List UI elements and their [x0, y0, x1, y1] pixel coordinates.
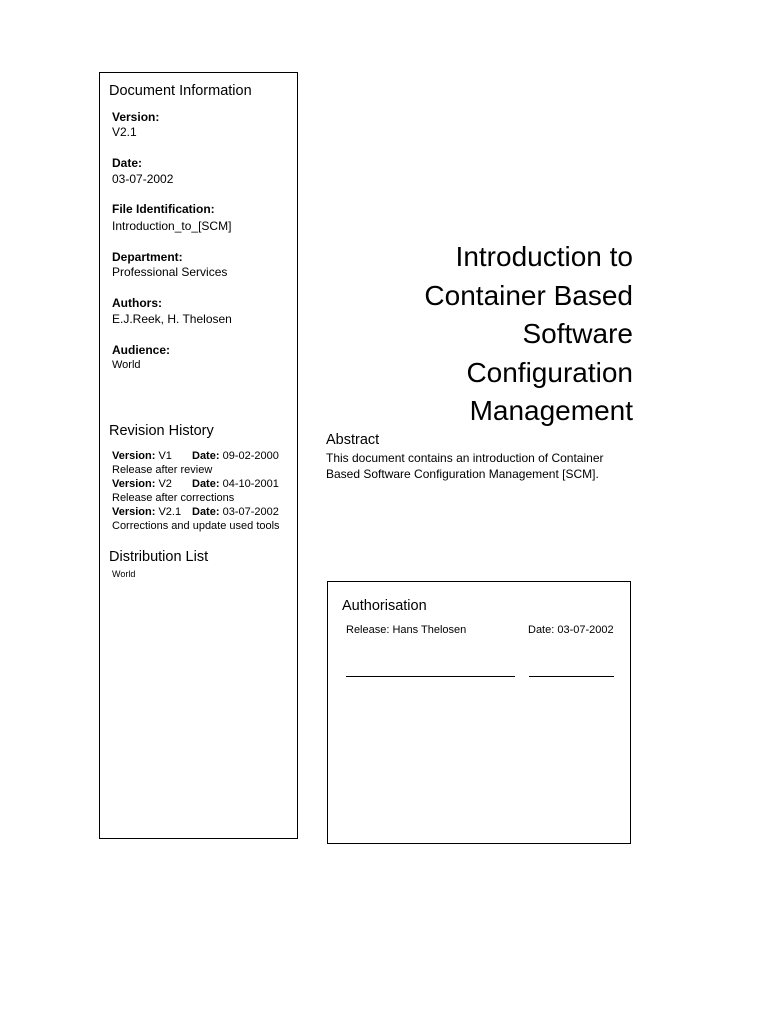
revision-version: V2.1: [158, 506, 182, 518]
date-label: Date:: [112, 156, 143, 170]
revision-entry-2: [112, 478, 279, 490]
title-line: Configuration: [466, 356, 633, 388]
revision-version-label: Version:: [112, 450, 156, 462]
revision-entry-1: [112, 450, 279, 462]
revision-date: 04-10-2001: [222, 478, 279, 490]
revision-note-3: Corrections and update used tools: [112, 520, 280, 532]
document-title: [333, 238, 633, 431]
version-value: V2.1: [112, 125, 137, 139]
revision-note-1: Release after review: [112, 464, 213, 476]
document-information-box: [99, 72, 298, 839]
revision-note-2: Release after corrections: [112, 492, 235, 504]
document-information-heading: Document Information: [109, 83, 252, 99]
revision-date: 03-07-2002: [222, 506, 279, 518]
revision-date-label: Date:: [192, 506, 220, 518]
title-line: Software: [522, 318, 633, 349]
department-label: Department:: [112, 250, 183, 264]
revision-date-group: [192, 450, 279, 462]
revision-version: V2: [158, 478, 172, 490]
abstract-text: This document contains an introduction of Container Based Software Configuration Management [SCM].: [326, 451, 604, 481]
revision-entry-3: [112, 506, 279, 518]
distribution-list-value: World: [112, 569, 136, 579]
date-value: 03-07-2002: [112, 172, 174, 186]
revision-date-group: [192, 506, 279, 518]
revision-version-label: Version:: [112, 506, 156, 518]
release-signature-line: [346, 676, 515, 677]
authors-label: Authors:: [112, 296, 162, 310]
title-line: Container Based: [424, 279, 633, 311]
file-identification-value: Introduction_to_[SCM]: [112, 219, 232, 233]
abstract-heading: Abstract: [326, 432, 380, 448]
revision-history-heading: Revision History: [109, 423, 214, 439]
audience-label: Audience:: [112, 343, 171, 357]
authors-value: E.J.Reek, H. Thelosen: [112, 312, 232, 326]
version-label: Version:: [112, 110, 160, 124]
authorisation-release: Release: Hans Thelosen: [346, 624, 467, 636]
revision-date-group: [192, 478, 279, 490]
authorisation-date: Date: 03-07-2002: [528, 624, 614, 636]
authorisation-heading: Authorisation: [342, 598, 427, 614]
date-signature-line: [529, 676, 614, 677]
title-line: Management: [469, 395, 633, 426]
revision-date-label: Date:: [192, 450, 220, 462]
file-identification-label: File Identification:: [112, 202, 215, 216]
authorisation-box: [327, 581, 631, 844]
department-value: Professional Services: [112, 265, 228, 279]
revision-date-label: Date:: [192, 478, 220, 490]
revision-version: V1: [158, 450, 172, 462]
revision-version-label: Version:: [112, 478, 156, 490]
audience-value: World: [112, 359, 141, 371]
title-line: Introduction to: [455, 241, 633, 272]
revision-date: 09-02-2000: [222, 450, 279, 462]
distribution-list-heading: Distribution List: [109, 549, 209, 565]
